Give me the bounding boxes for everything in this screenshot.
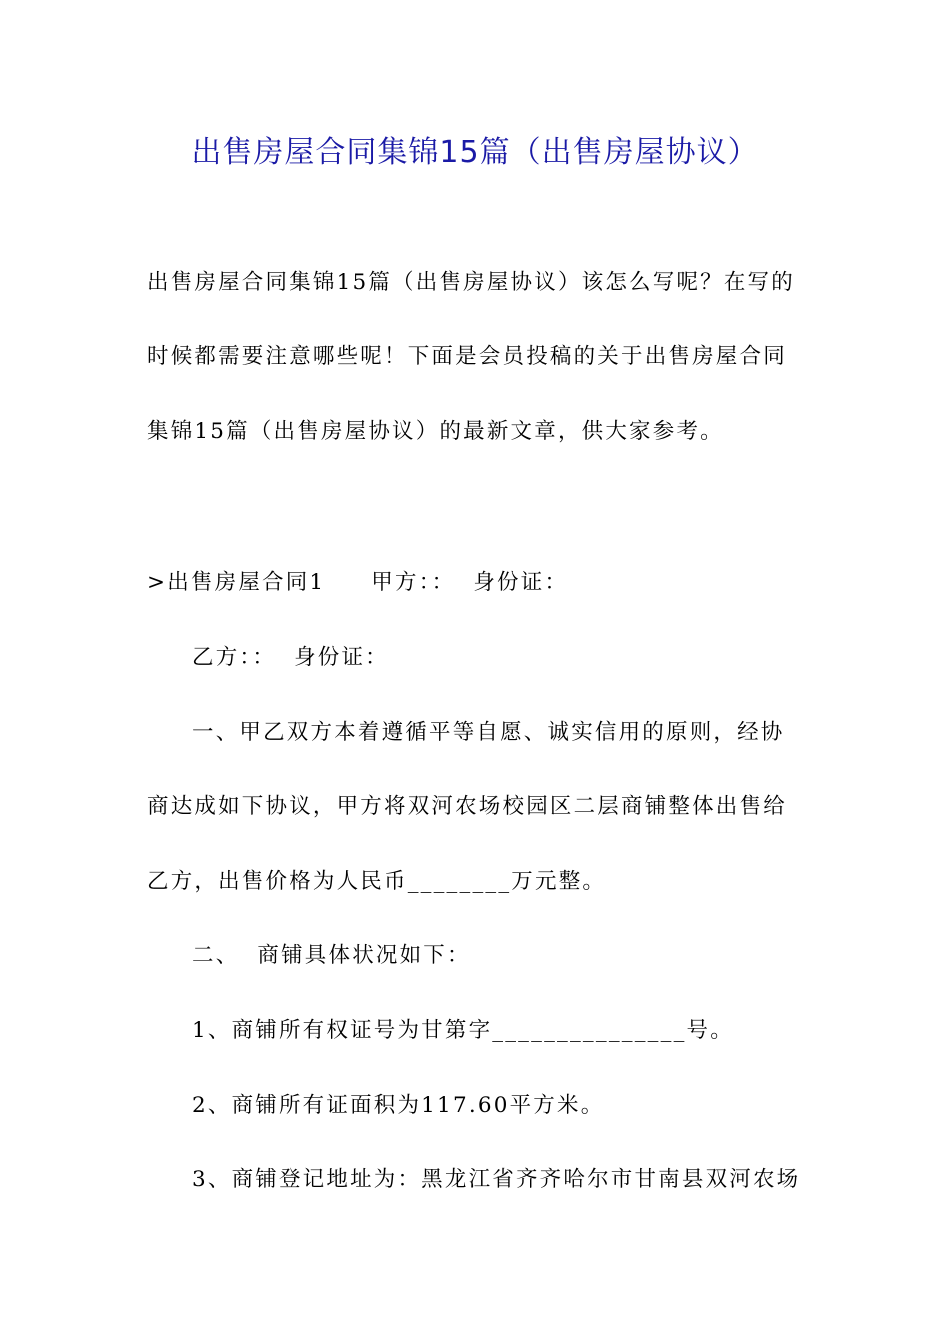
party-a-label: 甲方：： [371, 570, 456, 595]
party-b-id-label: 身份证： [294, 645, 389, 670]
party-b-label: 乙方：： [192, 645, 277, 670]
clause1-line-3: 乙方，出售价格为人民币________万元整。 [147, 869, 607, 894]
intro-line-1: 出售房屋合同集锦15篇（出售房屋协议）该怎么写呢？在写的 [147, 270, 795, 295]
clause2-number: 二、 [192, 943, 240, 968]
document-title: 出售房屋合同集锦15篇（出售房屋协议） [191, 135, 759, 170]
item-1: 1、商铺所有权证号为甘第字_______________号。 [192, 1018, 734, 1043]
clause2-heading [192, 941, 852, 971]
item-3: 3、商铺登记地址为：黑龙江省齐齐哈尔市甘南县双河农场 [192, 1167, 801, 1192]
item-2: 2、商铺所有证面积为117.60平方米。 [192, 1093, 605, 1118]
clause1-line-1: 一、甲乙双方本着遵循平等自愿、诚实信用的原则，经协 [192, 720, 785, 745]
intro-line-3: 集锦15篇（出售房屋协议）的最新文章，供大家参考。 [147, 419, 724, 444]
clause2-title: 商铺具体状况如下： [257, 943, 471, 968]
clause1-line-2: 商达成如下协议，甲方将双河农场校园区二层商铺整体出售给 [147, 794, 787, 819]
party-b-line [192, 643, 852, 673]
contract-heading-line [147, 568, 807, 598]
intro-line-2: 时候都需要注意哪些呢！下面是会员投稿的关于出售房屋合同 [147, 344, 787, 369]
party-a-id-label: 身份证： [473, 570, 569, 595]
section-heading: >出售房屋合同1 [147, 570, 326, 595]
